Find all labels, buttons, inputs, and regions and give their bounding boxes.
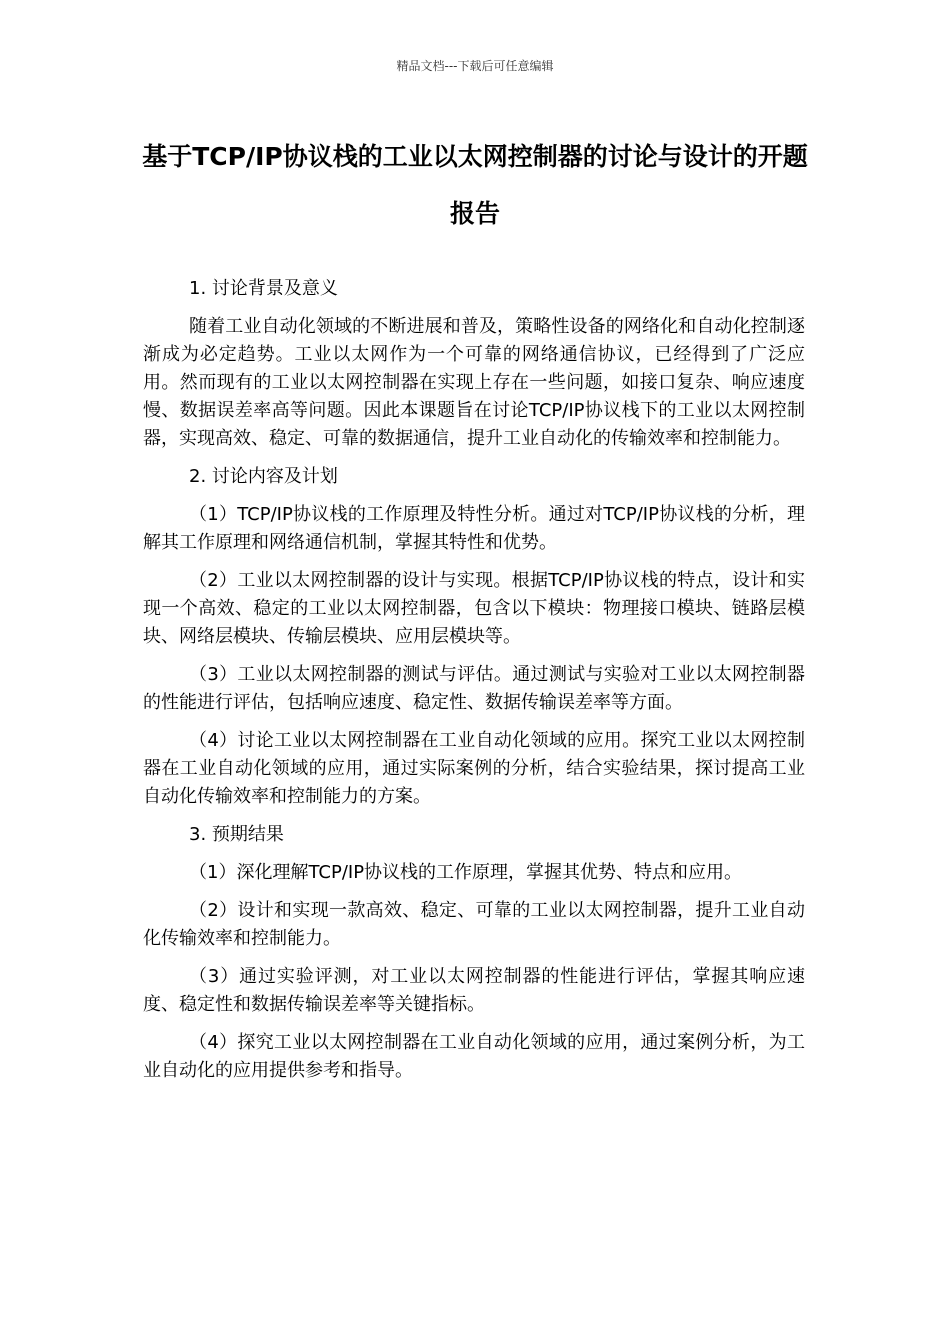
list-item: （1）TCP/IP协议栈的工作原理及特性分析。通过对TCP/IP协议栈的分析，理解其工作原理和网络通信机制，掌握其特性和优势。 xyxy=(143,504,805,553)
list-item: （4）讨论工业以太网控制器在工业自动化领域的应用。探究工业以太网控制器在工业自动化领域的应用，通过实际案例的分析，结合实验结果，探讨提高工业自动化传输效率和控制能力的方案。 xyxy=(143,730,805,807)
document-body xyxy=(143,275,805,1095)
list-item: （4）探究工业以太网控制器在工业自动化领域的应用，通过案例分析，为工业自动化的应用提供参考和指导。 xyxy=(143,1032,805,1081)
list-item: （2）工业以太网控制器的设计与实现。根据TCP/IP协议栈的特点，设计和实现一个高效、稳定的工业以太网控制器，包含以下模块：物理接口模块、链路层模块、网络层模块、传输层模块、应用层模块等。 xyxy=(143,570,805,647)
header-note: 精品文档---下载后可任意编辑 xyxy=(396,59,554,73)
paragraph-background: 随着工业自动化领域的不断进展和普及，策略性设备的网络化和自动化控制逐渐成为必定趋势。工业以太网作为一个可靠的网络通信协议，已经得到了广泛应用。然而现有的工业以太网控制器在实现上存在一些问题，如接口复杂、响应速度慢、数据误差率高等问题。因此本课题旨在讨论TCP/IP协议栈下的工业以太网控制器，实现高效、稳定、可靠的数据通信，提升工业自动化的传输效率和控制能力。 xyxy=(143,316,805,449)
document-title: 基于TCP/IP协议栈的工业以太网控制器的讨论与设计的开题报告 xyxy=(142,142,808,228)
section-heading-content-plan: 2. 讨论内容及计划 xyxy=(189,466,338,487)
list-item: （3）通过实验评测，对工业以太网控制器的性能进行评估，掌握其响应速度、稳定性和数据传输误差率等关键指标。 xyxy=(143,966,805,1015)
section-heading-expected-results: 3. 预期结果 xyxy=(189,824,284,845)
list-item: （1）深化理解TCP/IP协议栈的工作原理，掌握其优势、特点和应用。 xyxy=(189,862,743,883)
section-heading-background: 1. 讨论背景及意义 xyxy=(189,278,338,299)
list-item: （3）工业以太网控制器的测试与评估。通过测试与实验对工业以太网控制器的性能进行评估，包括响应速度、稳定性、数据传输误差率等方面。 xyxy=(143,664,805,713)
list-item: （2）设计和实现一款高效、稳定、可靠的工业以太网控制器，提升工业自动化传输效率和控制能力。 xyxy=(143,900,805,949)
